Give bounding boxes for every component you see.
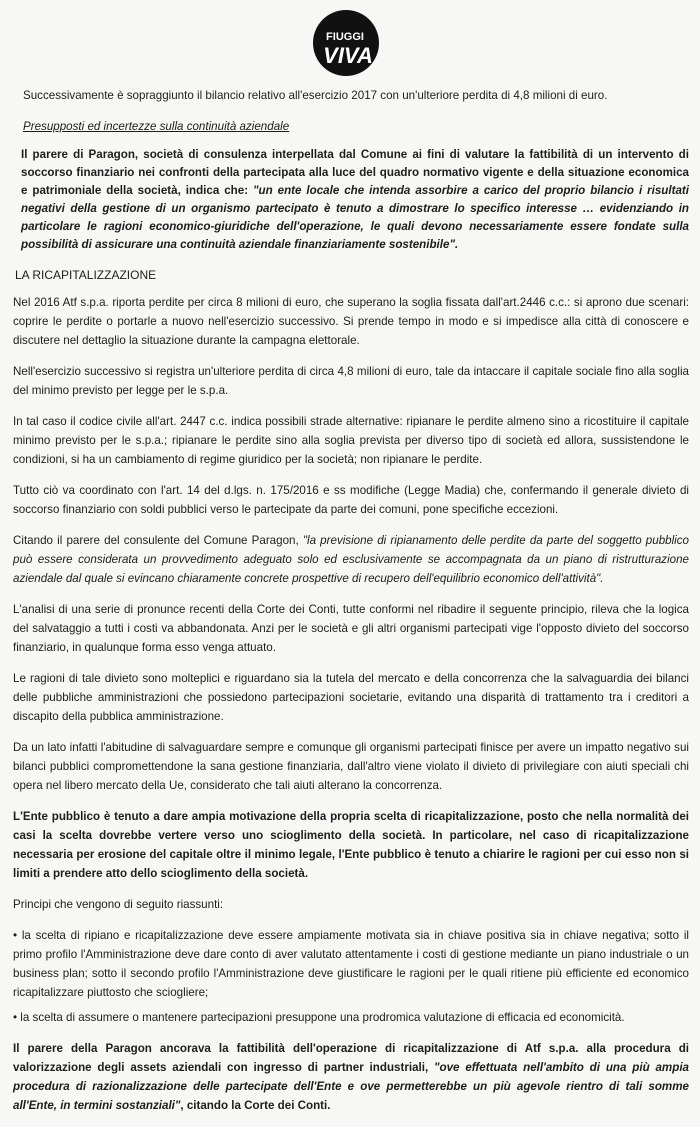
paragraph-divieto-reasons: Le ragioni di tale divieto sono molteplici e riguardano sia la tutela del mercato e della concorrenza che la salvaguardia dei bilanci delle pubbliche amministrazioni che possiedono partecipazioni societarie, evitando una disparità di trattamento tra i creditori a discapito della pubblica amministrazione.	[13, 672, 689, 723]
paragraph-principles-intro: Principi che vengono di seguito riassunti:	[13, 898, 224, 911]
logo-top-text: FIUGGI	[326, 31, 364, 43]
paragraph-legge-madia: Tutto ciò va coordinato con l'art. 14 del d.lgs. n. 175/2016 e ss modifiche (Legge Madia) che, confermando il generale divieto di soccorso finanziario con soldi pubblici verso le partecipate da parte dei comuni, pone specifiche eccezioni.	[13, 484, 689, 516]
paragraph-public-budgets: Da un lato infatti l'abitudine di salvaguardare sempre e comunque gli organismi partecipati finisce per avere un impatto negativo sui bilanci pubblici compromettendone la sana gestione finanziaria, dall'altro viene violato il divieto di privilegiare con aiuti speciali chi opera nel libero mercato della Ue, considerato che tali aiuti alterano la concorrenza.	[13, 741, 689, 792]
section-title: LA RICAPITALIZZAZIONE	[15, 268, 157, 282]
conclusion-lead: Il parere della Paragon ancorava la fattibilità dell'operazione di ricapitalizzazione di Atf s.p.a. alla procedura di valorizzazione degli assets aziendali con ingresso di partner industriali,	[13, 1042, 689, 1074]
citation-lead: Citando il parere del consulente del Comune Paragon,	[13, 534, 303, 547]
fiuggi-viva-logo	[311, 8, 381, 78]
bullet-partecipazioni: • la scelta di assumere o mantenere partecipazioni presuppone una prodromica valutazione di efficacia ed economicità.	[13, 1011, 625, 1024]
citation-quote: "la previsione di ripianamento delle perdite da parte del soggetto pubblico può essere considerata un provvedimento adeguato solo ed esclusivamente se accompagnata da un piano di ristrutturazione aziendale dal quale si evincano chiaramente concrete prospettive di recupero dell'equilibrio economico dell'attività".	[13, 534, 689, 585]
paragon-quote: "un ente locale che intenda assorbire a carico del proprio bilancio i risultati negativi della gestione di un organismo partecipato è tenuto a dimostrare lo specifico interesse … evidenziando in particolare le ragioni economico-giuridiche dell'operazione, le quali devono necessariamente essere fondate sulla possibilità di assicurare una continuità aziendale finanziariamente sostenibile".	[21, 184, 689, 251]
intro-line: Successivamente è sopraggiunto il bilancio relativo all'esercizio 2017 con un'ulteriore perdita di 4,8 milioni di euro.	[23, 89, 608, 102]
paragon-opinion	[21, 146, 689, 254]
paragraph-2016-losses: Nel 2016 Atf s.p.a. riporta perdite per circa 8 milioni di euro, che superano la soglia fissata dall'art.2446 c.c.: si aprono due scenari: coprire le perdite o portarle a nuovo nell'esercizio successivo. Si prende tempo in modo e si impedisce alla città di conoscere e discutere nel dettaglio la situazione durante la campagna elettorale.	[13, 296, 689, 347]
paragraph-next-year: Nell'esercizio successivo si registra un'ulteriore perdita di circa 4,8 milioni di euro, tale da intaccare il capitale sociale fino alla soglia del minimo previsto per legge per le s.p.a.	[13, 365, 689, 397]
bullet-ripiano: • la scelta di ripiano e ricapitalizzazione deve essere ampiamente motivata sia in chiave positiva sia in chiave negativa; sotto il primo profilo l'Amministrazione deve dare conto di aver valutato attentamente i costi di gestione mediante un piano industriale o un business plan; sotto il secondo profilo l'Amministrazione deve giustificare le ragioni per le quali ritiene più efficiente ed economico ricapitalizzare piuttosto che sciogliere;	[13, 929, 689, 999]
paragraph-paragon-citation	[13, 531, 689, 588]
paragon-lead: Il parere di Paragon, società di consulenza interpellata dal Comune ai fini di valutare la fattibilità di un intervento di soccorso finanziario nei confronti della partecipata alla luce del quadro normativo vigente e della situazione economica e patrimoniale della società, indica che:	[21, 148, 689, 197]
conclusion-quote: "ove effettuata nell'ambito di una più ampia procedura di razionalizzazione delle partecipate dell'Ente e ove permetterebbe un più agevole rientro di tali somme all'Ente, in termini sostanziali"	[13, 1061, 689, 1112]
document-body	[13, 86, 689, 1127]
logo-bottom-text: VIVA	[323, 43, 373, 68]
paragraph-art-2447: In tal caso il codice civile all'art. 2447 c.c. indica possibili strade alternative: ripianare le perdite almeno sino a ricostituire il capitale minimo previsto per le s.p.a.; ripianare le perdite sino alla soglia prevista per diverso tipo di società ed allora, sussistendone le condizioni, si ha un cambiamento di regime giuridico per la società; non ripianare le perdite.	[13, 415, 689, 466]
paragraph-ente-pubblico: L'Ente pubblico è tenuto a dare ampia motivazione della propria scelta di ricapitalizzazione, posto che nella normalità dei casi la scelta dovrebbe vertere verso uno scioglimento della società. In particolare, nel caso di ricapitalizzazione necessaria per erosione del capitale oltre il minimo legale, l'Ente pubblico è tenuto a chiarire le ragioni per cui esso non si limiti a prendere atto dello scioglimento della società.	[13, 810, 689, 880]
paragraph-corte-dei-conti: L'analisi di una serie di pronunce recenti della Corte dei Conti, tutte conformi nel ribadire il seguente principio, rileva che la logica del salvataggio a tutti i costi va abbandonata. Anzi per le società e gli altri organismi partecipati vige l'opposto divieto del soccorso finanziario, in qualunque forma esso venga attuato.	[13, 603, 689, 654]
section-heading: Presupposti ed incertezze sulla continuità aziendale	[23, 120, 290, 133]
paragraph-paragon-conclusion	[13, 1039, 689, 1115]
conclusion-tail: , citando la Corte dei Conti.	[180, 1099, 331, 1112]
